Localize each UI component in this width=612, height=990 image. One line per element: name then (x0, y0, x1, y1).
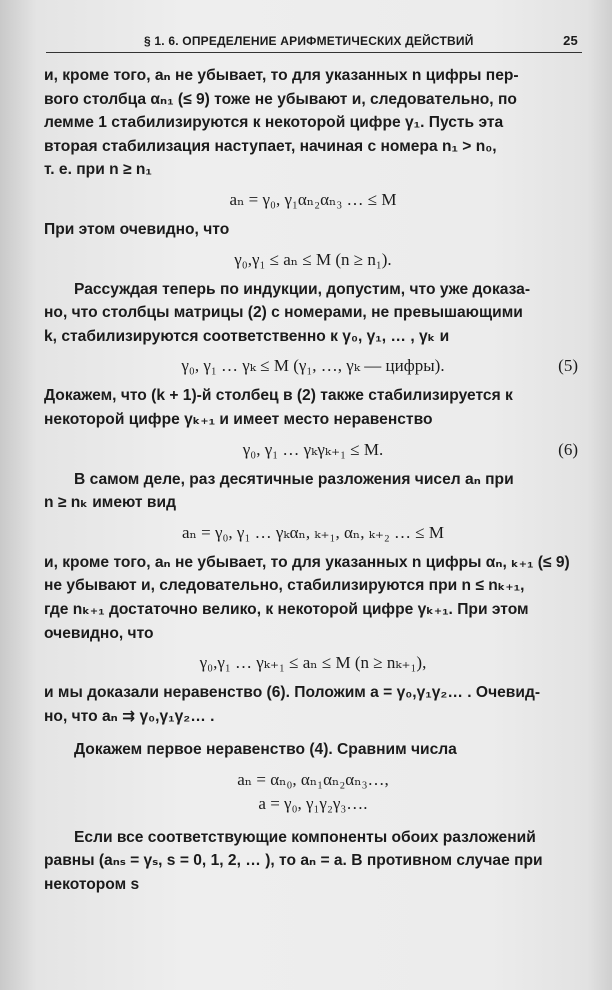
text-line: вторая стабилизация наступает, начиная с номера n₁ > n₀, (44, 137, 497, 155)
text-line: и, кроме того, aₙ не убывает, то для указанных n цифры αₙ, ₖ₊₁ (≤ 9) (44, 553, 570, 571)
paragraph-7: Докажем первое неравенство (4). Сравним числа (74, 741, 457, 759)
page-body (44, 64, 582, 897)
text-line: некоторой цифре γₖ₊₁ и имеет место неравенство (44, 410, 433, 428)
text-line: равны (aₙₛ = γₛ, s = 0, 1, 2, … ), то aₙ = a. В противном случае при (44, 852, 543, 870)
formula-7a: aₙ = αₙ₀, αₙ₁αₙ₂αₙ₃…, (237, 769, 389, 789)
running-header (46, 30, 582, 53)
chapter-title: § 1. 6. ОПРЕДЕЛЕНИЕ АРИФМЕТИЧЕСКИХ ДЕЙСТВИЙ (144, 34, 474, 48)
formula-3: γ₀, γ₁ … γₖ ≤ M (γ₁, …, γₖ — цифры). (181, 356, 445, 376)
text-line: k, стабилизируются соответственно к γ₀, γ₁, … , γₖ и (44, 327, 450, 345)
formula-4: γ₀, γ₁ … γₖγₖ₊₁ ≤ M. (242, 439, 384, 459)
formula-6: γ₀,γ₁ … γₖ₊₁ ≤ aₙ ≤ M (n ≥ nₖ₊₁), (199, 653, 427, 673)
text-line: При этом очевидно, что (44, 220, 230, 238)
paragraph-6 (44, 681, 582, 728)
text-line: где nₖ₊₁ достаточно велико, к некоторой цифре γₖ₊₁. При этом (44, 600, 529, 618)
text-line: т. е. при n ≥ n₁ (44, 161, 152, 179)
text-line: некотором s (44, 876, 140, 894)
equation-number-6: (6) (558, 439, 578, 459)
paragraph-3 (44, 384, 582, 431)
text-line: лемме 1 стабилизируются к некоторой цифре γ₁. Пусть эта (44, 114, 504, 132)
text-line: и, кроме того, aₙ не убывает, то для указанных n цифры пер- (44, 67, 519, 84)
text-line: вого столбца αₙ₁ (≤ 9) тоже не убывают и, следовательно, по (44, 90, 517, 108)
text-line: Докажем, что (k + 1)-й столбец в (2) также стабилизируется к (44, 387, 513, 405)
paragraph-2 (44, 278, 582, 349)
formula-4-row (44, 438, 582, 462)
formula-3-row (44, 354, 582, 378)
formula-1: aₙ = γ₀, γ₁αₙ₂αₙ₃ … ≤ M (229, 189, 397, 209)
text-line: не убывают и, следовательно, стабилизируются при n ≤ nₖ₊₁, (44, 577, 525, 595)
formula-5: aₙ = γ₀, γ₁ … γₖαₙ, ₖ₊₁, αₙ, ₖ₊₂ … ≤ M (182, 522, 444, 542)
paragraph-1 (44, 64, 582, 182)
text-line: но, что aₙ ⇉ γ₀,γ₁γ₂… . (44, 707, 215, 725)
equation-number-5: (5) (558, 356, 578, 376)
paragraph-8 (44, 826, 582, 897)
paragraph-4 (44, 468, 582, 515)
paragraph-5 (44, 551, 582, 645)
text-line: и мы доказали неравенство (6). Положим a = γ₀,γ₁γ₂… . Очевид- (44, 684, 541, 702)
page-number: 25 (563, 33, 578, 48)
text-line: но, что столбцы матрицы (2) с номерами, не превышающими (44, 304, 523, 322)
text-line: очевидно, что (44, 624, 154, 642)
text-line: В самом деле, раз десятичные разложения чисел aₙ при (74, 470, 514, 488)
text-line: Рассуждая теперь по индукции, допустим, что уже доказа- (74, 280, 531, 298)
formula-2: γ₀,γ₁ ≤ aₙ ≤ M (n ≥ n₁). (234, 249, 392, 269)
formula-7b: a = γ₀, γ₁γ₂γ₃…. (258, 793, 368, 813)
text-line: n ≥ nₖ имеют вид (44, 494, 176, 512)
text-line: Если все соответствующие компоненты обоих разложений (74, 828, 536, 846)
